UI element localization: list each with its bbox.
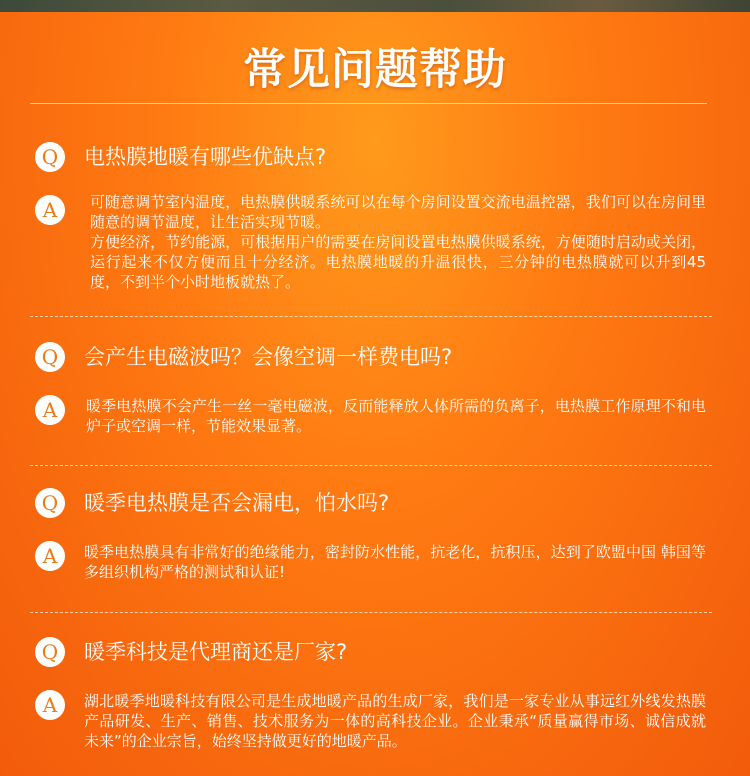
title-divider — [30, 103, 707, 104]
faq-answer-2: 暖季电热膜不会产生一丝一毫电磁波，反而能释放人体所需的负离子，电热膜工作原理不和电炉子或空调一样，节能效果显著。 — [86, 397, 706, 435]
faq-divider — [30, 465, 712, 466]
question-icon: Q — [35, 637, 65, 667]
page-title: 常见问题帮助 — [243, 45, 507, 95]
faq-answer-3: 暖季电热膜具有非常好的绝缘能力，密封防水性能，抗老化，抗积压，达到了欧盟中国 韩国等多组织机构严格的测试和认证! — [84, 543, 706, 581]
faq-answer-1: 可随意调节室内温度，电热膜供暖系统可以在每个房间设置交流电温控器，我们可以在房间里随意的调节温度，让生活实现节暖。 方便经济，节约能源，可根据用户的需要在房间设置电热膜供暖系统，方便随时启动或关闭，运行起来不仅方便而且十分经济。电热膜地暖的升温很快，三分钟的电热膜就可以升到45度，不到半个小时地板就热了。 — [90, 193, 706, 291]
answer-icon: A — [35, 195, 65, 225]
faq-question-4: 暖季科技是代理商还是厂家? — [84, 640, 348, 664]
faq-question-2: 会产生电磁波吗？会像空调一样费电吗? — [84, 345, 453, 369]
faq-question-1: 电热膜地暖有哪些优缺点? — [84, 145, 327, 169]
answer-icon: A — [35, 690, 65, 720]
faq-question-3: 暖季电热膜是否会漏电，怕水吗? — [84, 491, 390, 515]
faq-divider — [30, 612, 712, 613]
faq-answer-4: 湖北暖季地暖科技有限公司是生成地暖产品的生成厂家，我们是一家专业从事远红外线发热膜产品研发、生产、销售、技术服务为一体的高科技企业。企业秉承“质量赢得市场、诚信成就未来”的企业宗旨，始终坚持做更好的地暖产品。 — [84, 692, 706, 750]
question-icon: Q — [35, 488, 65, 518]
faq-divider — [30, 316, 712, 317]
answer-icon: A — [35, 395, 65, 425]
question-icon: Q — [35, 342, 65, 372]
top-photo-strip — [0, 0, 750, 12]
answer-icon: A — [35, 541, 65, 571]
question-icon: Q — [35, 142, 65, 172]
